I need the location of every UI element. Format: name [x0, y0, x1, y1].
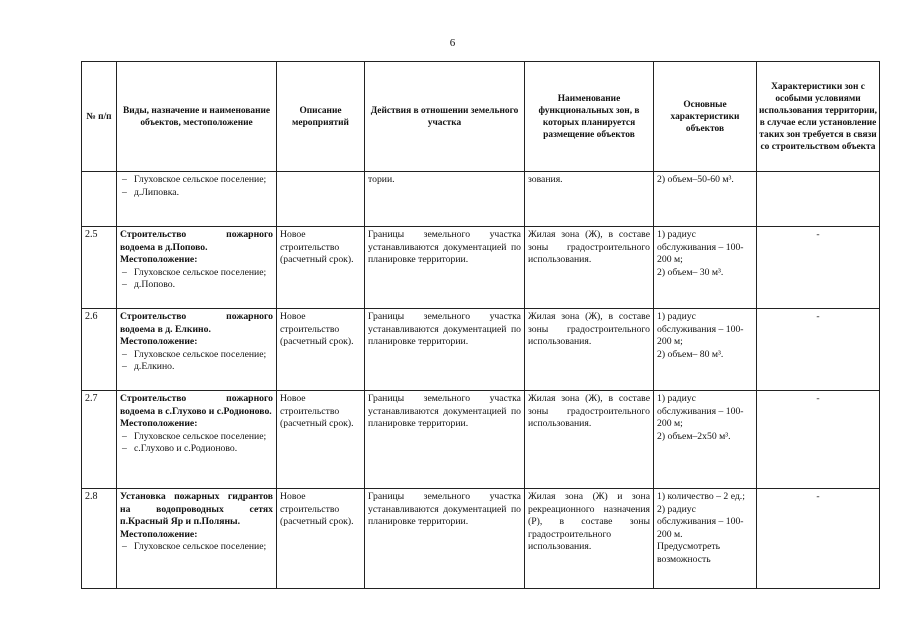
cell-description: Новое строительство (расчетный срок). — [277, 489, 365, 589]
location-list — [120, 174, 273, 199]
object-title: Строительство пожарного водоема в д. Елкино. — [120, 311, 273, 335]
location-item: – Глуховское сельское поселение; — [120, 431, 273, 444]
table-row — [82, 391, 880, 489]
characteristic-line: 1) радиус обслуживания – 100-200 м; — [657, 311, 744, 347]
cell-characteristics — [654, 391, 757, 489]
cell-special: - — [757, 391, 880, 489]
cell-description: Новое строительство (расчетный срок). — [277, 227, 365, 309]
page-number: 6 — [449, 37, 456, 49]
cell-characteristics — [654, 309, 757, 391]
cell-description: Новое строительство (расчетный срок). — [277, 309, 365, 391]
table-row — [82, 309, 880, 391]
header-object: Виды, назначение и наименование объектов, местоположение — [117, 62, 277, 172]
cell-zones: зования. — [525, 172, 654, 227]
cell-actions: Границы земельного участка устанавливаются документацией по планировке территории. — [365, 227, 525, 309]
cell-num — [82, 172, 117, 227]
characteristic-line: Предусмотреть возможность — [657, 541, 721, 565]
cell-special — [757, 172, 880, 227]
characteristic-line: 2) объем– 80 м³. — [657, 348, 724, 360]
header-description: Описание мероприятий — [277, 62, 365, 172]
cell-num: 2.5 — [82, 227, 117, 309]
location-item: – Глуховское сельское поселение; — [120, 541, 273, 554]
cell-actions: Границы земельного участка устанавливаются документацией по планировке территории. — [365, 391, 525, 489]
location-label: Местоположение: — [120, 418, 198, 429]
cell-num: 2.8 — [82, 489, 117, 589]
cell-description: Новое строительство (расчетный срок). — [277, 391, 365, 489]
location-list — [120, 267, 273, 292]
objects-table — [81, 61, 880, 589]
object-title: Строительство пожарного водоема в д.Попово. — [120, 229, 273, 253]
header-actions: Действия в отношении земельного участка — [365, 62, 525, 172]
cell-special: - — [757, 489, 880, 589]
characteristic-line: 1) радиус обслуживания – 100-200 м; — [657, 229, 744, 265]
header-row — [82, 62, 880, 172]
characteristic-line: 1) количество – 2 ед.; — [657, 491, 745, 502]
cell-characteristics — [654, 227, 757, 309]
location-label: Местоположение: — [120, 254, 198, 265]
header-special-zones: Характеристики зон с особыми условиями использования территории, в случае если установление таких зон требуется в связи со строительством объекта — [757, 62, 880, 172]
header-num: № п/п — [82, 62, 117, 172]
cell-characteristics: 2) объем–50-60 м³. — [654, 172, 757, 227]
cell-object — [117, 227, 277, 309]
continuation-row — [82, 172, 880, 227]
table-row — [82, 489, 880, 589]
characteristic-line: 1) радиус обслуживания – 100-200 м; — [657, 393, 744, 429]
cell-actions: Границы земельного участка устанавливаются документацией по планировке территории. — [365, 489, 525, 589]
location-item: – д.Липовка. — [120, 187, 273, 200]
object-title: Строительство пожарного водоема в с.Глухово и с.Родионово. — [120, 393, 273, 417]
location-list — [120, 349, 273, 374]
cell-characteristics — [654, 489, 757, 589]
cell-object — [117, 489, 277, 589]
characteristic-line: 2) радиус обслуживания – 100-200 м. — [657, 503, 744, 540]
cell-zones: Жилая зона (Ж), в составе зоны градостроительного использования. — [525, 227, 654, 309]
header-zones: Наименование функциональных зон, в которых планируется размещение объектов — [525, 62, 654, 172]
cell-object — [117, 309, 277, 391]
table-row — [82, 227, 880, 309]
location-list — [120, 541, 273, 554]
cell-zones: Жилая зона (Ж), в составе зоны градостроительного использования. — [525, 391, 654, 489]
location-item: – Глуховское сельское поселение; — [120, 349, 273, 362]
location-item: – Глуховское сельское поселение; — [120, 267, 273, 280]
location-item: – Глуховское сельское поселение; — [120, 174, 273, 187]
cell-num: 2.7 — [82, 391, 117, 489]
cell-description — [277, 172, 365, 227]
characteristic-line: 2) объем– 30 м³. — [657, 266, 724, 278]
characteristic-line: 2) объем–2х50 м³. — [657, 430, 731, 442]
cell-zones: Жилая зона (Ж), в составе зоны градостроительного использования. — [525, 309, 654, 391]
location-label: Местоположение: — [120, 336, 198, 347]
cell-object — [117, 391, 277, 489]
location-item: – с.Глухово и с.Родионово. — [120, 443, 273, 456]
cell-actions: Границы земельного участка устанавливаются документацией по планировке территории. — [365, 309, 525, 391]
location-list — [120, 431, 273, 456]
location-item: – д.Елкино. — [120, 361, 273, 374]
cell-zones: Жилая зона (Ж) и зона рекреационного назначения (Р), в составе зоны градостроительного использования. — [525, 489, 654, 589]
header-characteristics: Основные характеристики объектов — [654, 62, 757, 172]
object-title: Установка пожарных гидрантов на водопроводных сетях п.Красный Яр и п.Поляны. — [120, 491, 273, 527]
cell-object — [117, 172, 277, 227]
cell-special: - — [757, 227, 880, 309]
cell-special: - — [757, 309, 880, 391]
cell-actions: тории. — [365, 172, 525, 227]
location-item: – д.Попово. — [120, 279, 273, 292]
location-label: Местоположение: — [120, 528, 198, 540]
cell-num: 2.6 — [82, 309, 117, 391]
